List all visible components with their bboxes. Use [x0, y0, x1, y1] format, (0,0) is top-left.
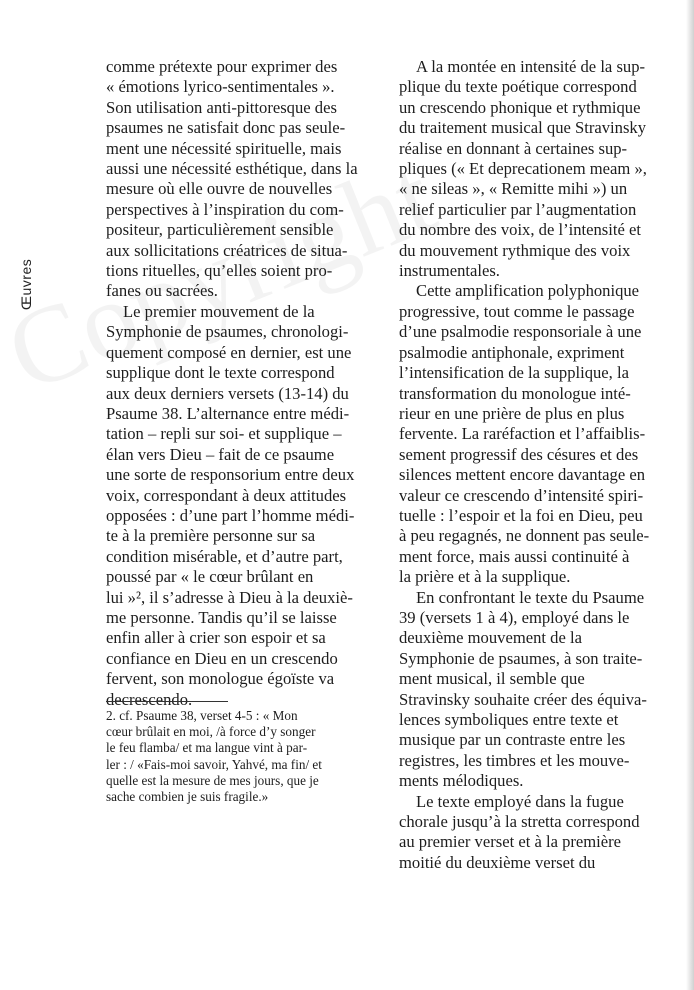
- text-line: voix, correspondant à deux attitudes: [106, 485, 347, 505]
- text-line: ment force, mais aussi continuité à: [399, 546, 630, 566]
- text-line: Le premier mouvement de la: [123, 301, 315, 321]
- right-column: [399, 57, 661, 873]
- text-line: confiance en Dieu en un crescendo: [106, 648, 338, 668]
- text-line: progressive, tout comme le passage: [399, 301, 635, 321]
- text-line: decrescendo.: [106, 689, 193, 709]
- text-line: du nombre des voix, de l’intensité et: [399, 220, 641, 240]
- text-line: Stravinsky souhaite créer des équiva-: [399, 689, 647, 709]
- text-line: d’une psalmodie responsoriale à une: [399, 322, 642, 342]
- text-line: Symphonie de psaumes, chronologi-: [106, 322, 349, 342]
- text-line: moitié du deuxième verset du: [399, 852, 596, 872]
- text-line: du traitement musical que Stravinsky: [399, 118, 647, 138]
- text-line: ment une nécessité spirituelle, mais: [106, 138, 342, 158]
- text-line: registres, les timbres et les mouve-: [399, 750, 630, 770]
- text-line: silences mettent encore davantage en: [399, 465, 646, 485]
- text-line: la prière et à la supplique.: [399, 567, 571, 587]
- text-line: ments mélodiques.: [399, 771, 524, 791]
- text-line: 39 (versets 1 à 4), employé dans le: [399, 607, 630, 627]
- text-line: En confrontant le texte du Psaume: [416, 587, 645, 607]
- text-line: Psaume 38. L’alternance entre médi-: [106, 403, 350, 423]
- footnote-line: le feu flamba/ et ma langue vint à par-: [106, 740, 308, 756]
- text-line: ment musical, il semble que: [399, 669, 585, 689]
- left-column: [106, 57, 380, 710]
- text-line: lui »², il s’adresse à Dieu à la deuxiè-: [106, 587, 353, 607]
- text-line: sement progressif des césures et des: [399, 444, 639, 464]
- text-line: quement composé en dernier, est une: [106, 342, 352, 362]
- text-line: tions rituelles, qu’elles soient pro-: [106, 261, 333, 281]
- text-line: aux deux derniers versets (13-14) du: [106, 383, 349, 403]
- text-line: Son utilisation anti-pittoresque des: [106, 97, 337, 117]
- text-line: positeur, particulièrement sensible: [106, 220, 334, 240]
- text-line: au premier verset et à la première: [399, 832, 622, 852]
- text-line: du mouvement rythmique des voix: [399, 240, 631, 260]
- text-line: musique par un contraste entre les: [399, 730, 626, 750]
- text-line: Le texte employé dans la fugue: [416, 791, 624, 811]
- text-line: tation – repli sur soi- et supplique –: [106, 424, 342, 444]
- text-line: psalmodie antiphonale, expriment: [399, 342, 625, 362]
- text-line: un crescendo phonique et rythmique: [399, 97, 641, 117]
- page-edge-shadow: [686, 0, 694, 990]
- text-line: me personne. Tandis qu’il se laisse: [106, 607, 337, 627]
- text-line: aussi une nécessité esthétique, dans la: [106, 159, 358, 179]
- text-line: relief particulier par l’augmentation: [399, 199, 637, 219]
- text-line: enfin aller à crier son espoir et sa: [106, 628, 326, 648]
- text-line: condition misérable, et d’autre part,: [106, 546, 343, 566]
- footnote-line: quelle est la mesure de mes jours, que je: [106, 772, 319, 788]
- text-line: Cette amplification polyphonique: [416, 281, 640, 301]
- text-line: deuxième mouvement de la: [399, 628, 582, 648]
- text-line: poussé par « le cœur brûlant en: [106, 567, 314, 587]
- text-line: supplique dont le texte correspond: [106, 363, 335, 383]
- text-line: opposées : d’une part l’homme médi-: [106, 505, 355, 525]
- footnote-line: 2. cf. Psaume 38, verset 4-5 : « Mon: [106, 708, 298, 723]
- text-line: fanes ou sacrées.: [106, 281, 218, 301]
- text-line: lences symboliques entre texte et: [399, 710, 619, 729]
- text-line: transformation du monologue inté-: [399, 383, 631, 403]
- text-line: psaumes ne satisfait donc pas seule-: [106, 118, 346, 138]
- text-line: fervente. La raréfaction et l’affaiblis-: [399, 424, 646, 444]
- text-line: Symphonie de psaumes, à son traite-: [399, 648, 643, 668]
- text-line: réalise en donnant à certaines sup-: [399, 138, 628, 158]
- text-line: mesure où elle ouvre de nouvelles: [106, 179, 333, 199]
- text-line: instrumentales.: [399, 261, 500, 281]
- text-line: à peu regagnés, ne donnent pas seule-: [399, 526, 650, 546]
- footnote-line: sache combien je suis fragile.»: [106, 789, 269, 805]
- text-line: fervent, son monologue égoïste va: [106, 669, 335, 689]
- text-line: aux sollicitations créatrices de situa-: [106, 240, 348, 260]
- footnote: [106, 708, 366, 805]
- text-line: valeur ce crescendo d’intensité spiri-: [399, 485, 644, 505]
- text-line: tuelle : l’espoir et la foi en Dieu, peu: [399, 505, 643, 525]
- text-line: l’intensification de la supplique, la: [399, 363, 629, 383]
- text-line: élan vers Dieu – fait de ce psaume: [106, 444, 335, 464]
- footnote-line: cœur brûlait en moi, /à force d’y songer: [106, 724, 316, 740]
- footnote-line: ler : / «Fais-moi savoir, Yahvé, ma fin/ et: [106, 756, 322, 772]
- footnote-rule: [106, 701, 228, 702]
- text-line: rieur en une prière de plus en plus: [399, 403, 625, 423]
- text-line: A la montée en intensité de la sup-: [416, 57, 646, 76]
- text-line: plique du texte poétique correspond: [399, 77, 637, 97]
- text-line: « ne sileas », « Remitte mihi ») un: [399, 179, 628, 199]
- section-label: Œuvres: [18, 258, 34, 310]
- text-line: chorale jusqu’à la stretta correspond: [399, 812, 640, 832]
- text-line: pliques (« Et deprecationem meam »,: [399, 159, 647, 179]
- text-line: comme prétexte pour exprimer des: [106, 57, 338, 76]
- text-line: te à la première personne sur sa: [106, 526, 316, 546]
- text-line: « émotions lyrico-sentimentales ».: [106, 77, 335, 97]
- text-line: perspectives à l’inspiration du com-: [106, 199, 344, 219]
- text-line: une sorte de responsorium entre deux: [106, 465, 355, 485]
